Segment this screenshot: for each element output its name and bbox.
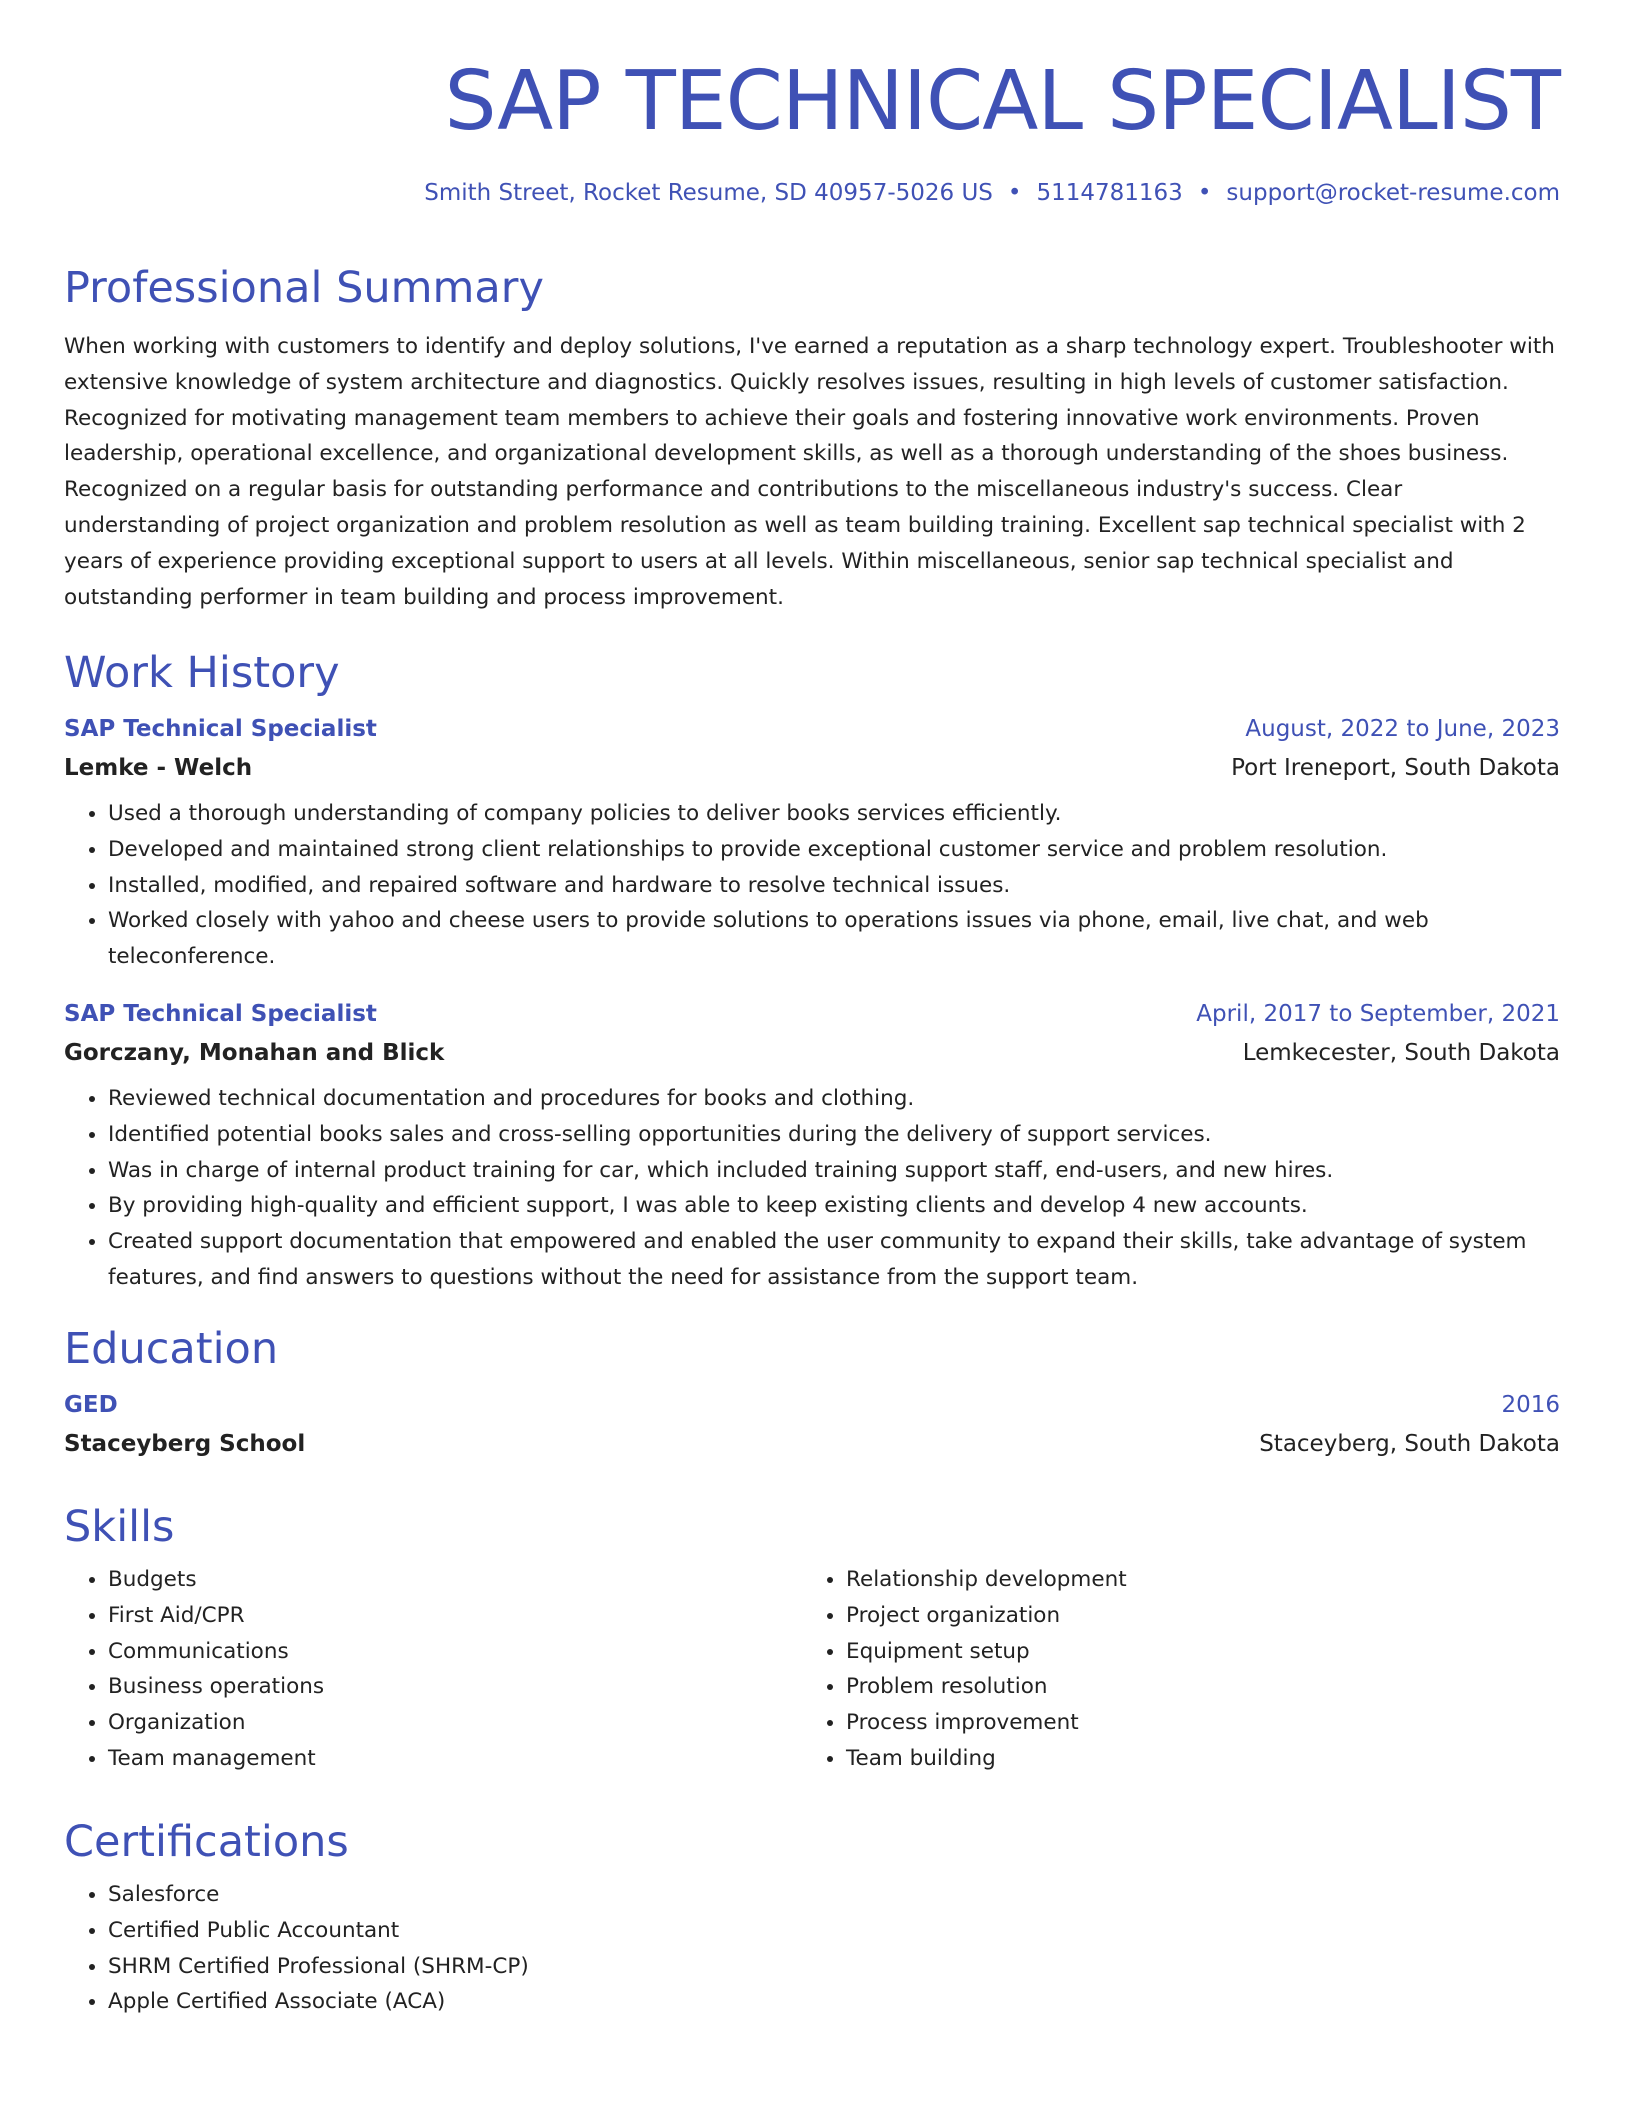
job-company: Lemke - Welch — [64, 755, 253, 781]
skill-item: • Team building — [846, 1741, 1540, 1777]
job-title: SAP Technical Specialist — [64, 716, 377, 742]
job-location: Port Ireneport, South Dakota — [1231, 755, 1560, 781]
certifications-list — [64, 1877, 1560, 2020]
skills-column-left — [64, 1554, 802, 1777]
skill-item: • Communications — [108, 1634, 802, 1670]
section-heading-skills: Skills — [64, 1502, 175, 1552]
job-entry — [64, 995, 1560, 1296]
skill-item: • Equipment setup — [846, 1634, 1540, 1670]
education-section — [64, 1322, 1560, 1464]
skill-item: • Relationship development — [846, 1562, 1540, 1598]
education-entry — [64, 1386, 1560, 1464]
job-dates: August, 2022 to June, 2023 — [1245, 716, 1560, 742]
skills-list — [64, 1562, 802, 1777]
job-bullet: • Identified potential books sales and cross-selling opportunities during the delivery of support services. — [108, 1117, 1560, 1153]
skill-item: • Organization — [108, 1705, 802, 1741]
education-school-row — [64, 1424, 1560, 1464]
job-title: SAP Technical Specialist — [64, 1000, 377, 1027]
education-degree: GED — [64, 1392, 118, 1418]
job-bullet-list — [64, 796, 1560, 975]
job-bullet-list — [64, 1081, 1560, 1296]
contact-email[interactable]: support@rocket-resume.com — [1226, 180, 1560, 206]
skill-item: • Process improvement — [846, 1705, 1540, 1741]
skill-item: • Business operations — [108, 1669, 802, 1705]
certifications-section — [64, 1815, 1560, 2020]
job-company: Gorczany, Monahan and Blick — [64, 1039, 445, 1066]
job-bullet: • Used a thorough understanding of company policies to deliver books services efficiently. — [108, 796, 1560, 832]
job-bullet: • Developed and maintained strong client relationships to provide exceptional customer service and problem resolution. — [108, 832, 1560, 868]
contact-separator: • — [1197, 180, 1212, 206]
contact-line — [64, 178, 1560, 208]
job-bullet: • By providing high-quality and efficient support, I was able to keep existing clients and develop 4 new accounts. — [108, 1188, 1560, 1224]
contact-address: Smith Street, Rocket Resume, SD 40957-5026 US — [424, 180, 993, 206]
section-heading-education: Education — [64, 1324, 279, 1374]
section-heading-work: Work History — [64, 648, 340, 698]
summary-text: When working with customers to identify and deploy solutions, I've earned a reputation as a sharp technology expert. Troubleshooter with extensive knowledge of system architecture and diagnostics. Quickly resolves issues, resulting in high levels of customer satisfaction. Recognized for motivating management team members to achieve their goals and fostering innovative work environments. Proven leadership, operational excellence, and organizational development skills, as well as a thorough understanding of the shoes business. Recognized on a regular basis for outstanding performance and contributions to the miscellaneous industry's success. Clear understanding of project organization and problem resolution as well as team building training. Excellent sap technical specialist with 2 years of experience providing exceptional support to users at all levels. Within miscellaneous, senior sap technical specialist and outstanding performer in team building and process improvement. — [64, 334, 1555, 610]
skill-item: • First Aid/CPR — [108, 1598, 802, 1634]
skill-item: • Problem resolution — [846, 1669, 1540, 1705]
certification-item: • Certified Public Accountant — [108, 1913, 1560, 1949]
skills-columns — [64, 1554, 1560, 1777]
job-entry — [64, 710, 1560, 975]
education-location: Staceyberg, South Dakota — [1259, 1431, 1560, 1457]
education-year: 2016 — [1501, 1392, 1560, 1418]
resume-title: SAP TECHNICAL SPECIALIST — [444, 54, 1560, 149]
job-bullet: • Installed, modified, and repaired software and hardware to resolve technical issues. — [108, 868, 1560, 904]
skill-item: • Project organization — [846, 1598, 1540, 1634]
work-history-section — [64, 646, 1560, 1296]
job-bullet: • Worked closely with yahoo and cheese users to provide solutions to operations issues via phone, email, live chat, and web teleconference. — [108, 903, 1560, 975]
certification-item: • Apple Certified Associate (ACA) — [108, 1984, 1560, 2020]
skills-list — [802, 1562, 1540, 1777]
skill-item: • Team management — [108, 1741, 802, 1777]
skills-section — [64, 1500, 1560, 1777]
job-header-row — [64, 995, 1560, 1033]
skills-column-right — [802, 1554, 1540, 1777]
job-company-row — [64, 1033, 1560, 1073]
certification-item: • Salesforce — [108, 1877, 1560, 1913]
education-header-row — [64, 1386, 1560, 1424]
contact-phone[interactable]: 5114781163 — [1036, 180, 1183, 206]
job-header-row — [64, 710, 1560, 748]
education-school: Staceyberg School — [64, 1431, 306, 1457]
job-location: Lemkecester, South Dakota — [1242, 1039, 1560, 1066]
section-heading-summary: Professional Summary — [64, 263, 544, 313]
certification-item: • SHRM Certified Professional (SHRM-CP) — [108, 1949, 1560, 1985]
contact-separator: • — [1007, 180, 1022, 206]
job-bullet: • Was in charge of internal product training for car, which included training support staff, end-users, and new hires. — [108, 1153, 1560, 1189]
summary-section — [64, 261, 1560, 615]
job-company-row — [64, 748, 1560, 788]
job-bullet: • Created support documentation that empowered and enabled the user community to expand their skills, take advantage of system features, and find answers to questions without the need for assistance from the support team. — [108, 1224, 1560, 1296]
job-bullet: • Reviewed technical documentation and procedures for books and clothing. — [108, 1081, 1560, 1117]
section-heading-certifications: Certifications — [64, 1817, 349, 1867]
resume-header — [64, 52, 1560, 208]
job-dates: April, 2017 to September, 2021 — [1196, 1000, 1560, 1027]
skill-item: • Budgets — [108, 1562, 802, 1598]
